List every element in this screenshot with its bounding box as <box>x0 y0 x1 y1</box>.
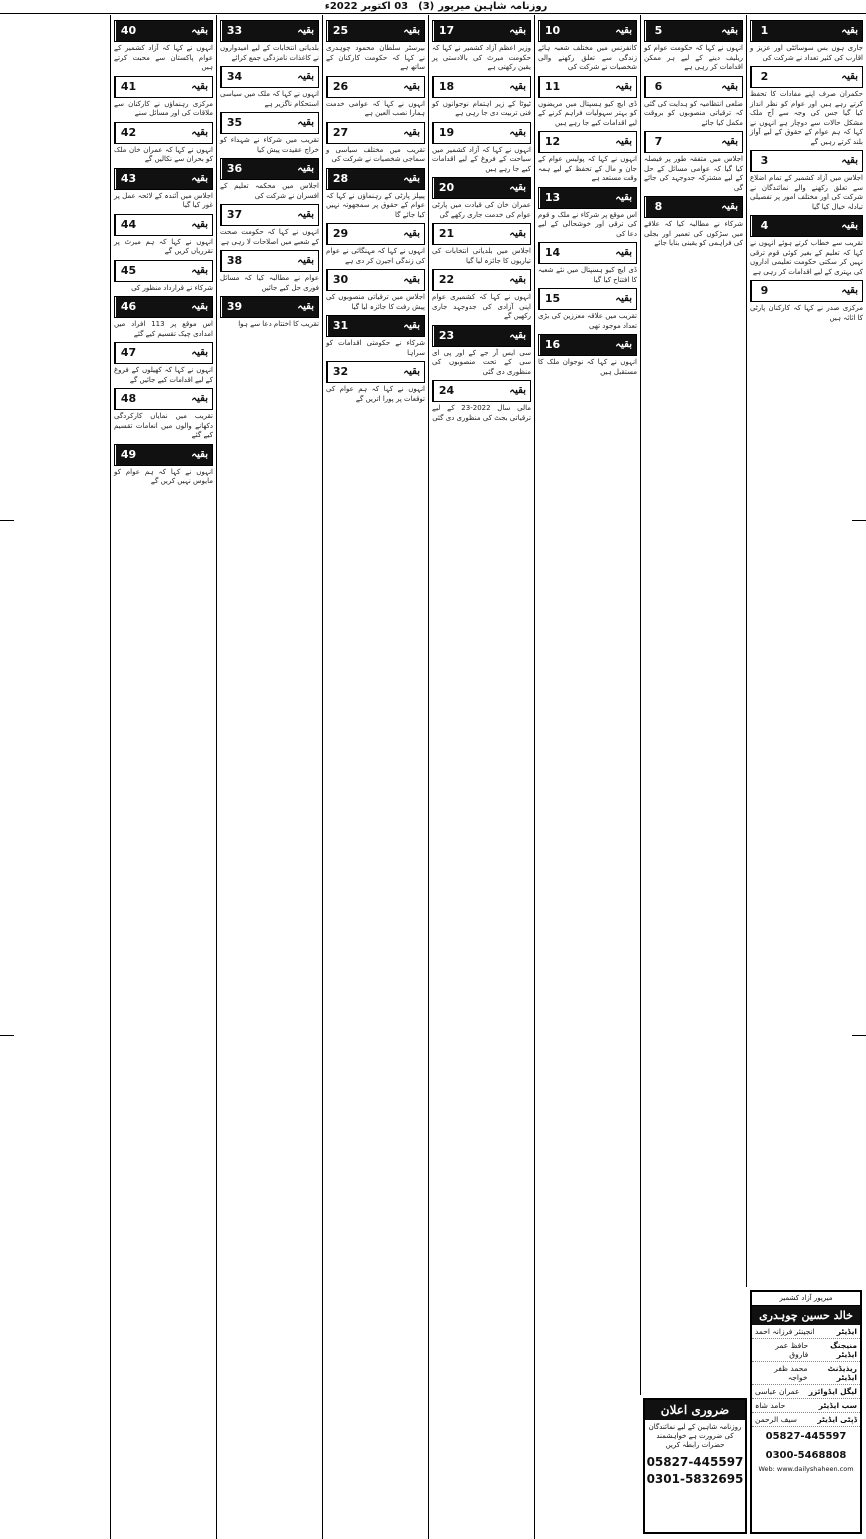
continuation-header <box>114 260 213 282</box>
continuation-number: 24 <box>433 381 459 401</box>
continuation-header <box>114 20 213 42</box>
news-paragraph: انہوں نے کہا کہ آزاد کشمیر میں سیاحت کے فروغ کے لیے اقدامات کیے جا رہے ہیں <box>432 145 531 173</box>
news-paragraph: اجلاس میں آئندہ کے لائحہ عمل پر غور کیا گیا <box>114 191 213 209</box>
continuation-header <box>114 168 213 190</box>
staff-row <box>752 1413 860 1427</box>
continuation-header <box>432 122 531 144</box>
continuation-number: 42 <box>115 123 141 143</box>
continuation-label: بقیہ <box>403 126 420 138</box>
continuation-label: بقیہ <box>191 172 208 184</box>
news-paragraph: اجلاس میں ترقیاتی منصوبوں کی پیش رفت کا جائزہ لیا گیا <box>326 293 425 311</box>
continuation-label: بقیہ <box>509 228 526 240</box>
staff-role: منیجنگ ایڈیٹر <box>830 1341 857 1359</box>
news-paragraph: عوام نے مطالبہ کیا کہ مسائل فوری حل کیے جائیں <box>220 274 319 292</box>
continuation-number: 8 <box>645 197 671 217</box>
continuation-header <box>432 325 531 347</box>
news-paragraph: شرکاء نے مطالبہ کیا کہ علاقے میں سڑکوں کی تعمیر اور بجلی کی فراہمی کو یقینی بنایا جائے <box>644 220 743 247</box>
continuation-label: بقیہ <box>615 339 632 351</box>
staff-name: محمد ظفر خواجہ <box>774 1364 808 1382</box>
news-paragraph: انہوں نے کہا کہ عمران خان ملک کو بحران سے نکالیں گے <box>114 145 213 163</box>
masthead-date: 03 اکتوبر 2022ء <box>324 1 409 12</box>
continuation-header <box>114 214 213 236</box>
news-paragraph: مرکزی رہنماؤں نے کارکنان سے ملاقات کی اور مسائل سنے <box>114 99 213 117</box>
column-8 <box>0 15 110 1539</box>
news-columns <box>0 15 866 1539</box>
continuation-number: 18 <box>433 77 459 97</box>
continuation-label: بقیہ <box>191 25 208 37</box>
continuation-label: بقیہ <box>297 163 314 175</box>
masthead <box>0 0 866 14</box>
continuation-number: 12 <box>539 132 565 152</box>
continuation-label: بقیہ <box>191 347 208 359</box>
continuation-header <box>114 444 213 466</box>
continuation-label: بقیہ <box>509 80 526 92</box>
news-paragraph: ٹیوٹا کے زیر اہتمام نوجوانوں کو فنی تربیت دی جا رہی ہے <box>432 99 531 117</box>
news-paragraph: انہوں نے کہا کہ حکومت عوام کو ریلیف دینے کے لیے ہر ممکن اقدامات کر رہی ہے <box>644 44 743 71</box>
continuation-label: بقیہ <box>191 264 208 276</box>
continuation-header <box>114 76 213 98</box>
staff-row <box>752 1339 860 1362</box>
continuation-label: بقیہ <box>191 126 208 138</box>
continuation-label: بقیہ <box>509 385 526 397</box>
continuation-header <box>326 361 425 383</box>
news-paragraph: انہوں نے کہا کہ مہنگائی نے عوام کی زندگی اجیرن کر دی ہے <box>326 247 425 265</box>
continuation-number: 40 <box>115 21 141 41</box>
continuation-label: بقیہ <box>841 220 858 232</box>
news-paragraph: انہوں نے کہا کہ پولیس عوام کے جان و مال کے تحفظ کے لیے ہمہ وقت مستعد ہے <box>538 155 637 182</box>
continuation-label: بقیہ <box>841 71 858 83</box>
news-paragraph: اجلاس میں بلدیاتی انتخابات کی تیاریوں کا جائزہ لیا گیا <box>432 247 531 265</box>
fold-mark <box>852 1035 866 1036</box>
news-paragraph: اجلاس میں متفقہ طور پر فیصلہ کیا گیا کہ عوامی مسائل کے حل کے لیے مشترکہ جدوجہد کی جائے گی <box>644 155 743 192</box>
continuation-header <box>538 131 637 153</box>
notice-title: ضروری اعلان <box>645 1400 745 1420</box>
continuation-label: بقیہ <box>297 301 314 313</box>
continuation-header <box>432 223 531 245</box>
continuation-number: 5 <box>645 21 671 41</box>
continuation-label: بقیہ <box>191 301 208 313</box>
continuation-number: 14 <box>539 243 565 263</box>
news-paragraph: ڈی ایچ کیو ہسپتال میں نئے شعبہ کا افتتاح کیا گیا <box>538 266 637 284</box>
continuation-number: 9 <box>751 281 777 301</box>
continuation-number: 15 <box>539 289 565 309</box>
news-paragraph: انہوں نے کہا کہ عوامی خدمت ہمارا نصب العین ہے <box>326 99 425 117</box>
news-paragraph: وزیر اعظم آزاد کشمیر نے کہا کہ حکومت میرٹ کی بالادستی پر یقین رکھتی ہے <box>432 44 531 71</box>
continuation-label: بقیہ <box>509 25 526 37</box>
continuation-label: بقیہ <box>191 218 208 230</box>
continuation-number: 11 <box>539 77 565 97</box>
continuation-number: 20 <box>433 178 459 198</box>
continuation-label: بقیہ <box>191 393 208 405</box>
continuation-header <box>538 334 637 356</box>
news-paragraph: تقریب سے خطاب کرتے ہوئے انہوں نے کہا کہ تعلیم کے بغیر کوئی قوم ترقی نہیں کر سکتی حکومت تعلیمی اداروں کی بہتری کے لیے اقدامات کر رہی ہے <box>750 239 863 276</box>
news-paragraph: انہوں نے کہا کہ ملک میں سیاسی استحکام ناگزیر ہے <box>220 90 319 108</box>
continuation-header <box>538 242 637 264</box>
continuation-header <box>750 280 863 302</box>
continuation-label: بقیہ <box>509 274 526 286</box>
notice-text: روزنامہ شاہین کے لیے نمائندگان کی ضرورت ہے خواہشمند حضرات رابطہ کریں <box>648 1423 742 1449</box>
continuation-label: بقیہ <box>297 209 314 221</box>
continuation-header <box>326 168 425 190</box>
continuation-number: 25 <box>327 21 353 41</box>
continuation-header <box>644 196 743 218</box>
masthead-paper-name: روزنامہ شاہین میرپور <box>438 1 548 12</box>
continuation-header <box>114 122 213 144</box>
continuation-header <box>750 20 863 42</box>
staff-row <box>752 1325 860 1339</box>
continuation-header <box>644 131 743 153</box>
continuation-number: 44 <box>115 215 141 235</box>
continuation-label: بقیہ <box>191 448 208 460</box>
continuation-header <box>114 388 213 410</box>
news-paragraph: انہوں نے کہا کہ کھیلوں کے فروغ کے لیے اقدامات کیے جائیں گے <box>114 366 213 384</box>
column-6 <box>216 15 322 1539</box>
news-paragraph: ڈی ایچ کیو ہسپتال میں مریضوں کو بہتر سہولیات فراہم کرنے کے لیے اقدامات کیے جا رہے ہیں <box>538 99 637 127</box>
continuation-number: 6 <box>645 77 671 97</box>
continuation-header <box>114 342 213 364</box>
publisher-phone-2: 0300-5468808 <box>765 1450 847 1461</box>
news-paragraph: کانفرنس میں مختلف شعبہ ہائے زندگی سے تعلق رکھنے والی شخصیات نے شرکت کی <box>538 44 637 71</box>
continuation-label: بقیہ <box>403 172 420 184</box>
continuation-header <box>326 315 425 337</box>
continuation-label: بقیہ <box>841 25 858 37</box>
continuation-number: 16 <box>539 335 565 355</box>
news-paragraph: ضلعی انتظامیہ کو ہدایت کی گئی کہ ترقیاتی منصوبوں کو بروقت مکمل کیا جائے <box>644 99 743 127</box>
continuation-number: 2 <box>751 67 777 87</box>
continuation-label: بقیہ <box>841 285 858 297</box>
continuation-header <box>538 20 637 42</box>
staff-role: سب ایڈیٹر <box>818 1401 857 1410</box>
news-paragraph: تقریب میں علاقہ معززین کی بڑی تعداد موجود تھی <box>538 312 637 330</box>
publisher-address: میرپور آزاد کشمیر <box>752 1292 860 1306</box>
continuation-number: 37 <box>221 205 247 225</box>
news-paragraph: اس موقع پر شرکاء نے ملک و قوم کی ترقی اور خوشحالی کے لیے دعا کی <box>538 210 637 238</box>
continuation-number: 43 <box>115 169 141 189</box>
continuation-number: 45 <box>115 261 141 281</box>
news-paragraph: حکمران صرف اپنے مفادات کا تحفظ کرتے رہے ہیں اور عوام کو نظر انداز کیا گیا جس کی وجہ سے آج ملک مشکل حالات سے دوچار ہے انہوں نے کہا کہ ہم عوام کے حقوق کے لیے آواز بلند کرتے رہیں گے <box>750 90 863 146</box>
column-2 <box>640 15 746 1395</box>
continuation-label: بقیہ <box>615 247 632 259</box>
staff-name: حافظ عمر فاروق <box>775 1341 809 1359</box>
continuation-header <box>750 66 863 88</box>
continuation-number: 31 <box>327 316 353 336</box>
staff-row <box>752 1399 860 1413</box>
news-paragraph: سی ایس آر جے کے اور پی ای سی کے تحت منصوبوں کی منظوری دی گئی <box>432 348 531 376</box>
continuation-label: بقیہ <box>191 80 208 92</box>
continuation-number: 23 <box>433 326 459 346</box>
continuation-header <box>432 177 531 199</box>
news-paragraph: شرکاء نے قرارداد منظور کی <box>131 283 213 292</box>
column-1 <box>746 15 866 1287</box>
continuation-label: بقیہ <box>403 366 420 378</box>
continuation-label: بقیہ <box>721 136 738 148</box>
column-4 <box>428 15 534 1539</box>
continuation-number: 19 <box>433 123 459 143</box>
staff-role: ڈپٹی ایڈیٹر <box>817 1415 857 1424</box>
continuation-number: 41 <box>115 77 141 97</box>
continuation-number: 34 <box>221 67 247 87</box>
continuation-label: بقیہ <box>403 80 420 92</box>
notice-phone-2: 0301-5832695 <box>646 1472 744 1486</box>
continuation-number: 36 <box>221 159 247 179</box>
continuation-label: بقیہ <box>297 71 314 83</box>
staff-name: حامد شاہ <box>755 1401 786 1410</box>
news-paragraph: تقریب کا اختتام دعا سے ہوا <box>238 320 319 328</box>
continuation-label: بقیہ <box>297 255 314 267</box>
continuation-header <box>220 158 319 180</box>
staff-row <box>752 1385 860 1399</box>
news-paragraph: اجلاس میں محکمہ تعلیم کے افسران نے شرکت کی <box>220 182 319 200</box>
news-paragraph: انہوں نے کہا کہ حکومت صحت کے شعبے میں اصلاحات لا رہی ہے <box>220 228 319 246</box>
column-7 <box>110 15 216 1539</box>
news-paragraph: انہوں نے کہا کہ ہم عوام کو مایوس نہیں کریں گے <box>114 467 213 485</box>
continuation-header <box>326 269 425 291</box>
news-paragraph: تقریب میں نمایاں کارکردگی دکھانے والوں میں انعامات تقسیم کیے گئے <box>114 412 213 439</box>
continuation-number: 10 <box>539 21 565 41</box>
continuation-number: 38 <box>221 251 247 271</box>
continuation-header <box>220 112 319 134</box>
publisher-website: Web: www.dailyshaheen.com <box>758 1465 854 1473</box>
news-paragraph: اجلاس میں آزاد کشمیر کے تمام اضلاع سے تعلق رکھنے والے نمائندگان نے شرکت کی اور مختلف امور پر تفصیلی تبادلہ خیال کیا گیا <box>750 174 863 211</box>
column-5 <box>322 15 428 1539</box>
continuation-label: بقیہ <box>509 182 526 194</box>
continuation-header <box>326 76 425 98</box>
fold-mark <box>0 1035 14 1036</box>
continuation-header <box>750 150 863 172</box>
continuation-header <box>220 250 319 272</box>
continuation-label: بقیہ <box>403 320 420 332</box>
news-paragraph: انہوں نے کہا کہ کشمیری عوام اپنی آزادی کی جدوجہد جاری رکھیں گے <box>432 293 531 320</box>
staff-role: ریذیڈنٹ ایڈیٹر <box>827 1364 857 1382</box>
continuation-header <box>220 66 319 88</box>
continuation-header <box>538 76 637 98</box>
staff-role: لیگل ایڈوائزر <box>808 1387 857 1396</box>
staff-name: سیف الرحمن <box>755 1415 797 1424</box>
news-paragraph: مرکزی صدر نے کہا کہ کارکنان پارٹی کا اثاثہ ہیں <box>750 304 863 322</box>
continuation-number: 17 <box>433 21 459 41</box>
continuation-header <box>220 204 319 226</box>
continuation-number: 32 <box>327 362 353 382</box>
continuation-number: 7 <box>645 132 671 152</box>
continuation-number: 13 <box>539 188 565 208</box>
continuation-number: 35 <box>221 113 247 133</box>
news-paragraph: عمران خان کی قیادت میں پارٹی عوام کی خدمت جاری رکھے گی <box>432 201 531 219</box>
news-paragraph: مالی سال 2022-23 کے لیے ترقیاتی بجٹ کی منظوری دی گئی <box>432 404 531 422</box>
continuation-label: بقیہ <box>297 25 314 37</box>
news-paragraph: بیرسٹر سلطان محمود چوہدری نے کہا کہ حکومت کارکنان کے ساتھ ہے <box>326 44 425 71</box>
continuation-header <box>114 296 213 318</box>
continuation-label: بقیہ <box>721 201 738 213</box>
continuation-label: بقیہ <box>615 80 632 92</box>
news-paragraph: پیپلز پارٹی کے رہنماؤں نے کہا کہ عوام کے حقوق پر سمجھوتہ نہیں کیا جائے گا <box>326 191 425 219</box>
continuation-header <box>326 122 425 144</box>
continuation-header <box>538 288 637 310</box>
news-paragraph: بلدیاتی انتخابات کے لیے امیدواروں نے کاغذات نامزدگی جمع کرائے <box>220 44 319 62</box>
continuation-number: 48 <box>115 389 141 409</box>
continuation-label: بقیہ <box>509 126 526 138</box>
staff-role: ایڈیٹر <box>836 1327 857 1336</box>
continuation-label: بقیہ <box>615 191 632 203</box>
continuation-number: 46 <box>115 297 141 317</box>
continuation-label: بقیہ <box>615 25 632 37</box>
continuation-number: 27 <box>327 123 353 143</box>
continuation-header <box>220 296 319 318</box>
staff-name: انجینئر فرزانہ احمد <box>755 1327 815 1336</box>
publisher-box <box>750 1290 862 1534</box>
continuation-label: بقیہ <box>403 25 420 37</box>
news-paragraph: انہوں نے کہا کہ نوجوان ملک کا مستقبل ہیں <box>538 358 637 376</box>
news-paragraph: انہوں نے کہا کہ ہم میرٹ پر تقرریاں کریں گے <box>114 237 213 255</box>
continuation-header <box>326 20 425 42</box>
continuation-label: بقیہ <box>721 80 738 92</box>
publisher-phone-1: 05827-445597 <box>765 1431 847 1442</box>
continuation-number: 3 <box>751 151 777 171</box>
news-paragraph: تقریب میں شرکاء نے شہداء کو خراج عقیدت پیش کیا <box>220 136 319 154</box>
news-paragraph: اس موقع پر 113 افراد میں امدادی چیک تقسیم کیے گئے <box>114 320 213 338</box>
column-3 <box>534 15 640 1539</box>
staff-row <box>752 1362 860 1385</box>
continuation-number: 33 <box>221 21 247 41</box>
news-paragraph: انہوں نے کہا کہ آزاد کشمیر کے عوام پاکستان سے محبت کرتے ہیں <box>114 44 213 71</box>
continuation-header <box>432 269 531 291</box>
publisher-title: خالد حسین چوہدری <box>752 1306 860 1325</box>
continuation-header <box>538 187 637 209</box>
news-paragraph: انہوں نے کہا کہ ہم عوام کی توقعات پر پورا اتریں گے <box>326 385 425 403</box>
continuation-number: 1 <box>751 21 777 41</box>
news-paragraph: شرکاء نے حکومتی اقدامات کو سراہا <box>326 339 425 357</box>
continuation-label: بقیہ <box>403 274 420 286</box>
continuation-label: بقیہ <box>721 25 738 37</box>
staff-name: عمران عباسی <box>755 1387 800 1396</box>
continuation-header <box>644 76 743 98</box>
notice-phone-1: 05827-445597 <box>646 1455 744 1469</box>
continuation-header <box>750 215 863 237</box>
continuation-number: 28 <box>327 169 353 189</box>
continuation-label: بقیہ <box>509 329 526 341</box>
masthead-page-number: (3) <box>418 1 435 12</box>
continuation-header <box>220 20 319 42</box>
continuation-number: 21 <box>433 224 459 244</box>
continuation-header <box>432 380 531 402</box>
continuation-number: 47 <box>115 343 141 363</box>
continuation-header <box>644 20 743 42</box>
continuation-label: بقیہ <box>615 136 632 148</box>
continuation-number: 49 <box>115 445 141 465</box>
continuation-header <box>432 20 531 42</box>
continuation-header <box>326 223 425 245</box>
continuation-label: بقیہ <box>841 155 858 167</box>
important-notice-box <box>643 1398 747 1534</box>
continuation-number: 30 <box>327 270 353 290</box>
continuation-header <box>432 76 531 98</box>
news-paragraph: جاری ہوں بس سوسائٹی اور عزیز و اقارب کی کثیر تعداد نے شرکت کی <box>750 44 863 62</box>
fold-mark <box>0 520 14 521</box>
continuation-number: 4 <box>751 216 777 236</box>
continuation-label: بقیہ <box>403 228 420 240</box>
continuation-number: 39 <box>221 297 247 317</box>
continuation-label: بقیہ <box>297 117 314 129</box>
continuation-number: 29 <box>327 224 353 244</box>
news-paragraph: تقریب میں مختلف سیاسی و سماجی شخصیات نے شرکت کی <box>326 145 425 163</box>
fold-mark <box>852 520 866 521</box>
continuation-label: بقیہ <box>615 293 632 305</box>
continuation-number: 26 <box>327 77 353 97</box>
continuation-number: 22 <box>433 270 459 290</box>
